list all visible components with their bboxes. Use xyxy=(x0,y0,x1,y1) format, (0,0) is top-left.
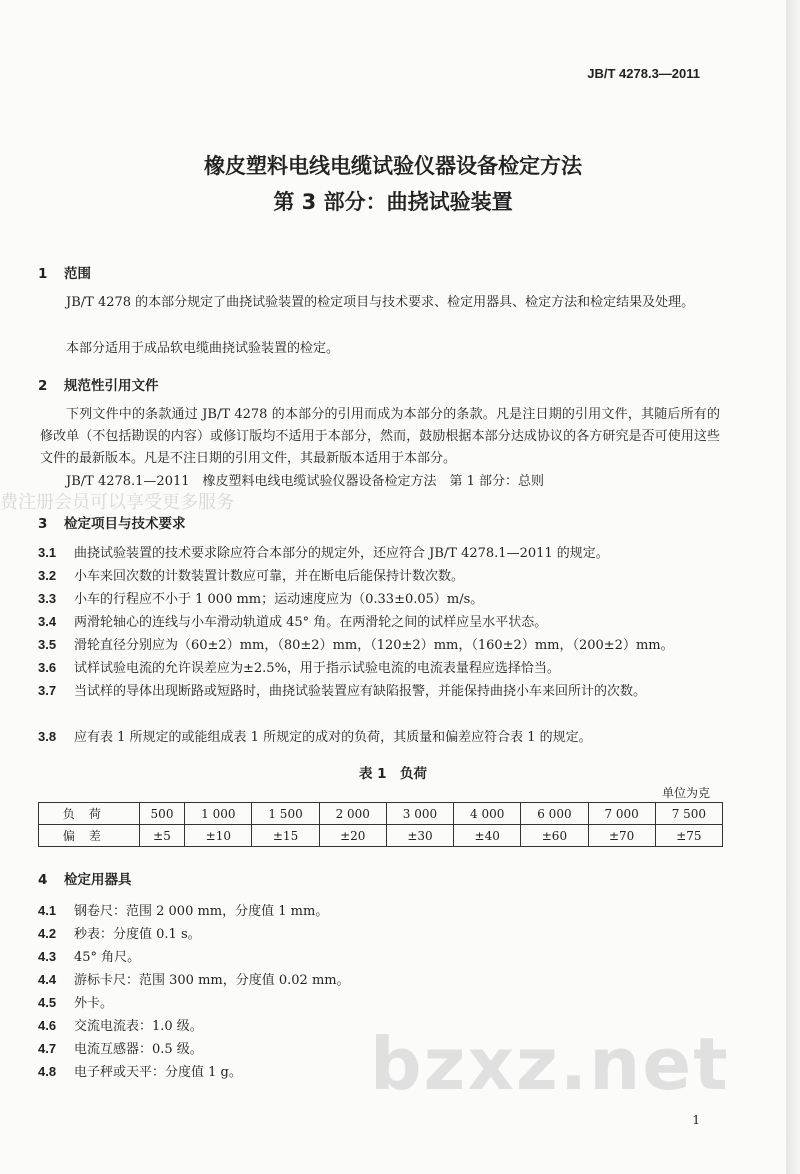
table-cell: ±30 xyxy=(386,825,453,847)
table-cell: ±5 xyxy=(139,825,184,847)
section-2-reference: JB/T 4278.1—2011 橡皮塑料电线电缆试验仪器设备检定方法 第 1 部分：总则 xyxy=(66,474,545,489)
clause-3-1: 3.1 曲挠试验装置的技术要求除应符合本部分的规定外，还应符合 JB/T 4278.1—2011 的规定。 xyxy=(38,545,609,561)
table-cell: ±75 xyxy=(655,825,722,847)
section-2-heading xyxy=(38,374,159,394)
table-cell: 4 000 xyxy=(454,803,521,825)
section-title: 检定项目与技术要求 xyxy=(64,516,186,532)
table-cell: ±70 xyxy=(588,825,655,847)
clause-4-6: 4.6 交流电流表：1.0 级。 xyxy=(38,1018,203,1034)
section-1-para-2: 本部分适用于成品软电缆曲挠试验装置的检定。 xyxy=(66,341,340,356)
clause-3-6: 3.6 试样试验电流的允许误差应为±2.5%，用于指示试验电流的电流表量程应选择恰当。 xyxy=(38,660,560,676)
table-cell: 6 000 xyxy=(521,803,588,825)
section-1-heading xyxy=(38,262,91,282)
section-number: 4 xyxy=(38,872,48,888)
clause-4-8: 4.8 电子秤或天平：分度值 1 g。 xyxy=(38,1064,242,1080)
clause-4-2: 4.2 秒表：分度值 0.1 s。 xyxy=(38,926,201,942)
site-watermark: bzxz.net xyxy=(370,1022,730,1106)
document-title: 橡皮塑料电线电缆试验仪器设备检定方法 xyxy=(204,154,582,178)
table-row-load xyxy=(39,803,723,825)
clause-4-3: 4.3 45° 角尺。 xyxy=(38,949,141,965)
table-cell: 3 000 xyxy=(386,803,453,825)
table-row-deviation xyxy=(39,825,723,847)
clause-4-1: 4.1 钢卷尺：范围 2 000 mm，分度值 1 mm。 xyxy=(38,903,329,919)
section-2-para-1: 下列文件中的条款通过 JB/T 4278 的本部分的引用而成为本部分的条款。凡是注日期的引用文件，其随后所有的修改单（不包括勘误的内容）或修订版均不适用于本部分，然而，鼓励根据本部分达成协议的各方研究是否可使用这些文件的最新版本。凡是不注日期的引用文件，其最新版本适用于本部分。 xyxy=(40,407,720,466)
document-subtitle: 第 3 部分：曲挠试验装置 xyxy=(273,190,513,214)
section-number: 3 xyxy=(38,516,48,532)
table-cell: 7 000 xyxy=(588,803,655,825)
clause-4-5: 4.5 外卡。 xyxy=(38,995,114,1011)
table-cell: 1 500 xyxy=(252,803,319,825)
section-4-heading xyxy=(38,868,132,888)
table-caption: 表 1 负荷 xyxy=(358,766,428,782)
standard-code: JB/T 4278.3—2011 xyxy=(587,66,700,81)
table-unit: 单位为克 xyxy=(661,786,710,800)
section-title: 规范性引用文件 xyxy=(64,378,159,394)
clause-3-8: 3.8 应有表 1 所规定的或能组成表 1 所规定的成对的负荷，其质量和偏差应符合表 1 的规定。 xyxy=(38,729,592,745)
table-cell: 7 500 xyxy=(655,803,722,825)
page-number: 1 xyxy=(692,1113,700,1127)
section-1-para-1: JB/T 4278 的本部分规定了曲挠试验装置的检定项目与技术要求、检定用器具、检定方法和检定结果及处理。 xyxy=(66,295,695,310)
load-table xyxy=(38,802,723,847)
section-number: 1 xyxy=(38,266,48,282)
clause-3-7: 3.7 当试样的导体出现断路或短路时，曲挠试验装置应有缺陷报警，并能保持曲挠小车来回所计的次数。 xyxy=(38,683,647,699)
row-label: 负荷 xyxy=(39,803,140,825)
table-cell: ±10 xyxy=(185,825,252,847)
table-cell: 500 xyxy=(139,803,184,825)
clause-3-3: 3.3 小车的行程应不小于 1 000 mm；运动速度应为（0.33±0.05）m/s。 xyxy=(38,591,484,607)
table-cell: 2 000 xyxy=(319,803,386,825)
clause-4-7: 4.7 电流互感器：0.5 级。 xyxy=(38,1041,203,1057)
table-cell: ±20 xyxy=(319,825,386,847)
row-label: 偏差 xyxy=(39,825,140,847)
section-3-heading xyxy=(38,512,186,532)
clause-3-4: 3.4 两滑轮轴心的连线与小车滑动轨道成 45° 角。在两滑轮之间的试样应呈水平状态。 xyxy=(38,614,548,630)
section-title: 范围 xyxy=(64,266,91,282)
table-cell: ±60 xyxy=(521,825,588,847)
table-cell: 1 000 xyxy=(185,803,252,825)
clause-3-5: 3.5 滑轮直径分别应为（60±2）mm，（80±2）mm，（120±2）mm，（160±2）mm，（200±2）mm。 xyxy=(38,637,674,653)
table-cell: ±40 xyxy=(454,825,521,847)
section-title: 检定用器具 xyxy=(64,872,132,888)
page-edge-shadow xyxy=(786,0,800,1174)
clause-3-2: 3.2 小车来回次数的计数装置计数应可靠，并在断电后能保持计数次数。 xyxy=(38,568,465,584)
watermark-text: 费注册会员可以享受更多服务 xyxy=(0,492,234,513)
section-number: 2 xyxy=(38,378,48,394)
clause-4-4: 4.4 游标卡尺：范围 300 mm，分度值 0.02 mm。 xyxy=(38,972,350,988)
table-cell: ±15 xyxy=(252,825,319,847)
